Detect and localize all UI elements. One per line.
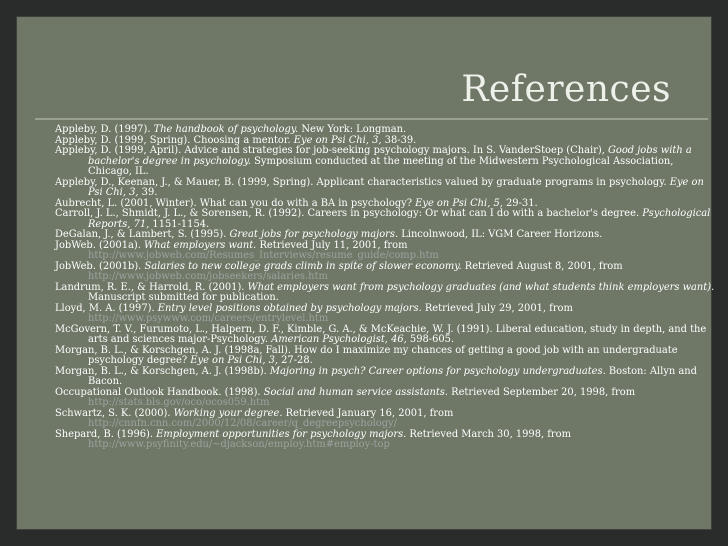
reference-item: Appleby, D. (1999, Spring). Choosing a mentor. Eye on Psi Chi, 3, 38-39.	[55, 134, 417, 146]
reference-item: Aubrecht, L. (2001, Winter). What can you do with a BA in psychology? Eye on Psi Chi, 5, 29-31.	[55, 197, 538, 209]
reference-link[interactable]: http://cnnfn.cnn.com/2000/12/08/career/q_degreepsychology/	[88, 418, 397, 429]
reference-item: JobWeb. (2001b). Salaries to new college grads climb in spite of slower economy. Retrieved August 8, 2001, from http://www.jobweb.com/jobseekers/salaries.htm	[55, 262, 715, 283]
title-divider	[35, 118, 708, 120]
reference-item: Shepard, B. (1996). Employment opportunities for psychology majors. Retrieved March 30, 1998, from http://www.psyfinity.edu/~djackson/employ.htm#employ-top	[55, 430, 715, 451]
reference-item: Occupational Outlook Handbook. (1998). Social and human service assistants. Retrieved September 20, 1998, from http://stats.bls.gov/oco/ocos059.htm	[55, 388, 715, 409]
reference-item: Morgan, B. L., & Korschgen, A. J. (1998a, Fall). How do I maximize my chances of getting a good job with an undergraduate psychology degree? Eye on Psi Chi, 3, 27-28.	[55, 344, 678, 366]
reference-item: DeGalan, J., & Lambert, S. (1995). Great jobs for psychology majors. Lincolnwood, IL: VGM Career Horizons.	[55, 229, 603, 240]
reference-link[interactable]: http://www.psywww.com/careers/entrylevel.htm	[88, 313, 329, 324]
reference-link[interactable]: http://www.jobweb.com/jobseekers/salaries.htm	[88, 271, 328, 282]
slide	[17, 17, 715, 529]
reference-item: Appleby, D., Keenan, J., & Mauer, B. (1999, Spring). Applicant characteristics valued by graduate programs in psychology. Eye on Psi Chi, 3, 39.	[55, 176, 704, 198]
reference-item: Appleby, D. (1997). The handbook of psychology. New York: Longman.	[55, 124, 407, 135]
reference-item: McGovern, T. V., Furumoto, L., Halpern, D. F., Kimble, G. A., & McKeachie, W. J. (1991). Liberal education, study in depth, and the arts and sciences major-Psychology. American Psychologist, 46, 598-605.	[55, 323, 707, 345]
reference-item: Landrum, R. E., & Harrold, R. (2001). What employers want from psychology graduates (and what students think employers want). Manuscript submitted for publication.	[55, 281, 715, 303]
reference-list	[55, 125, 715, 451]
reference-item: Carroll, J. L., Shmidt, J. L., & Sorensen, R. (1992). Careers in psychology: Or what can I do with a bachelor's degree. Psychological Reports, 71, 1151-1154.	[55, 208, 711, 230]
reference-link[interactable]: http://www.jobweb.com/Resumes_Interviews/resume_guide/comp.htm	[88, 250, 439, 261]
slide-title: References	[461, 69, 671, 110]
reference-item: Schwartz, S. K. (2000). Working your degree. Retrieved January 16, 2001, from http://cnnfn.cnn.com/2000/12/08/career/q_degreepsychology/	[55, 409, 715, 430]
reference-link[interactable]: http://www.psyfinity.edu/~djackson/employ.htm#employ-top	[88, 439, 390, 450]
reference-item: JobWeb. (2001a). What employers want. Retrieved July 11, 2001, from http://www.jobweb.com/Resumes_Interviews/resume_guide/comp.htm	[55, 241, 715, 262]
reference-item: Morgan, B. L., & Korschgen, A. J. (1998b). Majoring in psych? Career options for psychology undergraduates. Boston: Allyn and Bacon.	[55, 365, 697, 387]
reference-item: Appleby, D. (1999, April). Advice and strategies for job-seeking psychology majors. In S. VanderStoep (Chair), Good jobs with a bachelor's degree in psychology. Symposium conducted at the meeting of the Midwestern Psychological Association, Chicago, IL.	[55, 145, 692, 177]
reference-item: Lloyd, M. A. (1997). Entry level positions obtained by psychology majors. Retrieved July 29, 2001, from http://www.psywww.com/careers/entrylevel.htm	[55, 304, 715, 325]
reference-link[interactable]: http://stats.bls.gov/oco/ocos059.htm	[88, 397, 270, 408]
